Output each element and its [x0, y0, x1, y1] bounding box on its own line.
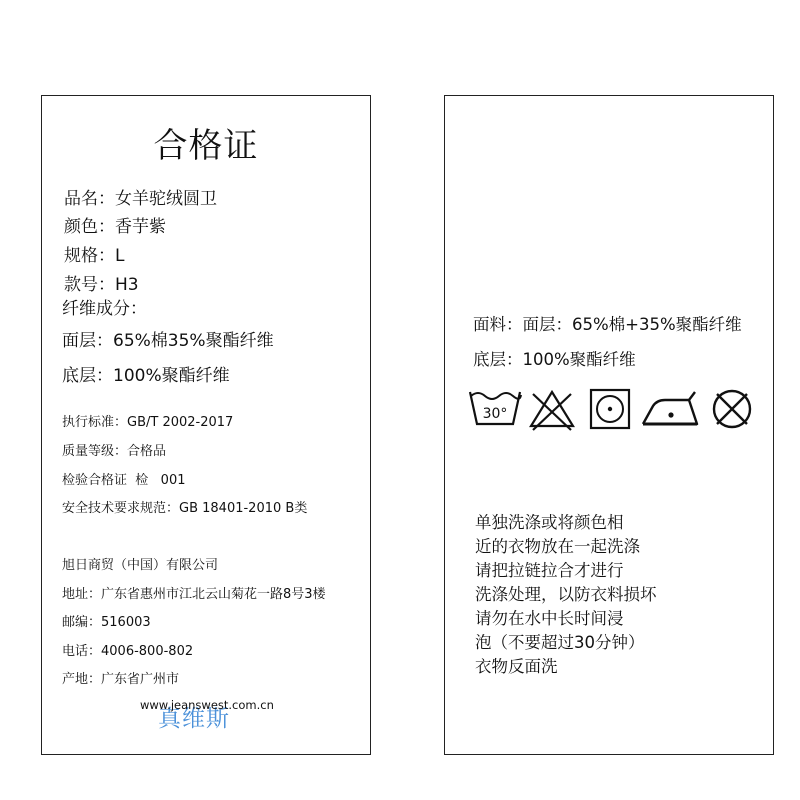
- bottom-layer-line: [473, 346, 636, 370]
- no-bleach-icon: [527, 386, 577, 432]
- bottom-value: 100%聚酯纤维: [522, 350, 636, 369]
- contact-address: [62, 583, 326, 602]
- contact-label: 产地：: [62, 672, 102, 687]
- standard-label: 安全技术要求规范：: [62, 501, 180, 516]
- standard-value: 合格品: [127, 444, 167, 459]
- standard-value: GB/T 2002-2017: [127, 415, 234, 430]
- instruction-line: 请勿在水中长时间浸: [475, 609, 624, 628]
- composition-bottom-layer: [62, 361, 230, 386]
- no-dryclean-icon: [709, 386, 755, 432]
- instruction-line: 洗涤处理，以防衣料损坏: [475, 585, 657, 604]
- instruction-line: 衣物反面洗: [475, 657, 558, 676]
- instruction-line: 泡（不要超过30分钟）: [475, 633, 645, 652]
- iron-icon: [639, 386, 701, 432]
- composition-label: 底层：: [62, 366, 113, 386]
- composition-top-layer: [62, 326, 274, 351]
- contact-postcode: [62, 611, 151, 630]
- contact-value: 广东省广州市: [101, 672, 180, 687]
- standard-line: [62, 411, 233, 430]
- website-url: www.jeanswest.com.cn: [140, 698, 274, 712]
- contact-phone: [62, 640, 193, 659]
- standard-value: 检 001: [135, 473, 186, 488]
- quality-grade-line: [62, 440, 166, 459]
- composition-value: 65%棉35%聚酯纤维: [113, 331, 274, 351]
- contact-label: 电话：: [62, 644, 102, 659]
- contact-value: 广东省惠州市江北云山菊花一路8号3楼: [101, 587, 326, 602]
- certificate-title: 合格证: [153, 126, 259, 166]
- safety-standard-line: [62, 497, 307, 516]
- contact-label: 地址：: [62, 587, 102, 602]
- field-label: 颜色：: [64, 217, 115, 237]
- field-size: [64, 241, 124, 266]
- field-color: [64, 212, 166, 237]
- standard-label: 检验合格证: [62, 473, 128, 488]
- field-value: H3: [115, 275, 139, 295]
- composition-label: 面层：: [62, 331, 113, 351]
- contact-value: 4006-800-802: [101, 644, 194, 659]
- field-label: 款号：: [64, 275, 115, 295]
- contact-origin: [62, 668, 179, 687]
- care-label-card: [444, 95, 774, 755]
- instruction-line: 请把拉链拉合才进行: [475, 561, 624, 580]
- field-label: 品名：: [64, 189, 115, 209]
- brand-logo: 真维斯: [158, 706, 230, 732]
- field-value: 香芋紫: [115, 217, 166, 237]
- certificate-card: [41, 95, 371, 755]
- field-value: 女羊驼绒圆卫: [115, 189, 217, 209]
- inspection-line: [62, 469, 186, 488]
- fabric-label: 面料：: [473, 315, 523, 334]
- standard-value: GB 18401-2010 B类: [179, 501, 308, 516]
- field-style-number: [64, 270, 139, 295]
- wash-30-icon: [467, 386, 523, 432]
- instruction-line: 近的衣物放在一起洗涤: [475, 537, 640, 556]
- fabric-value: 面层：65%棉+35%聚酯纤维: [522, 315, 742, 334]
- contact-label: 邮编：: [62, 615, 102, 630]
- composition-value: 100%聚酯纤维: [113, 366, 230, 386]
- standard-label: 质量等级：: [62, 444, 128, 459]
- bottom-label: 底层：: [473, 350, 523, 369]
- field-label: 规格：: [64, 246, 115, 266]
- field-product-name: [64, 184, 217, 209]
- wash-temperature: 30°: [482, 406, 508, 422]
- instruction-line: 单独洗涤或将颜色相: [475, 513, 624, 532]
- fiber-composition-label: 纤维成分：: [62, 299, 147, 319]
- tumble-dry-icon: [587, 386, 633, 432]
- company-name: 旭日商贸（中国）有限公司: [62, 558, 219, 573]
- contact-value: 516003: [101, 615, 151, 630]
- standard-label: 执行标准：: [62, 415, 128, 430]
- fabric-line: [473, 311, 742, 335]
- field-value: L: [115, 246, 125, 266]
